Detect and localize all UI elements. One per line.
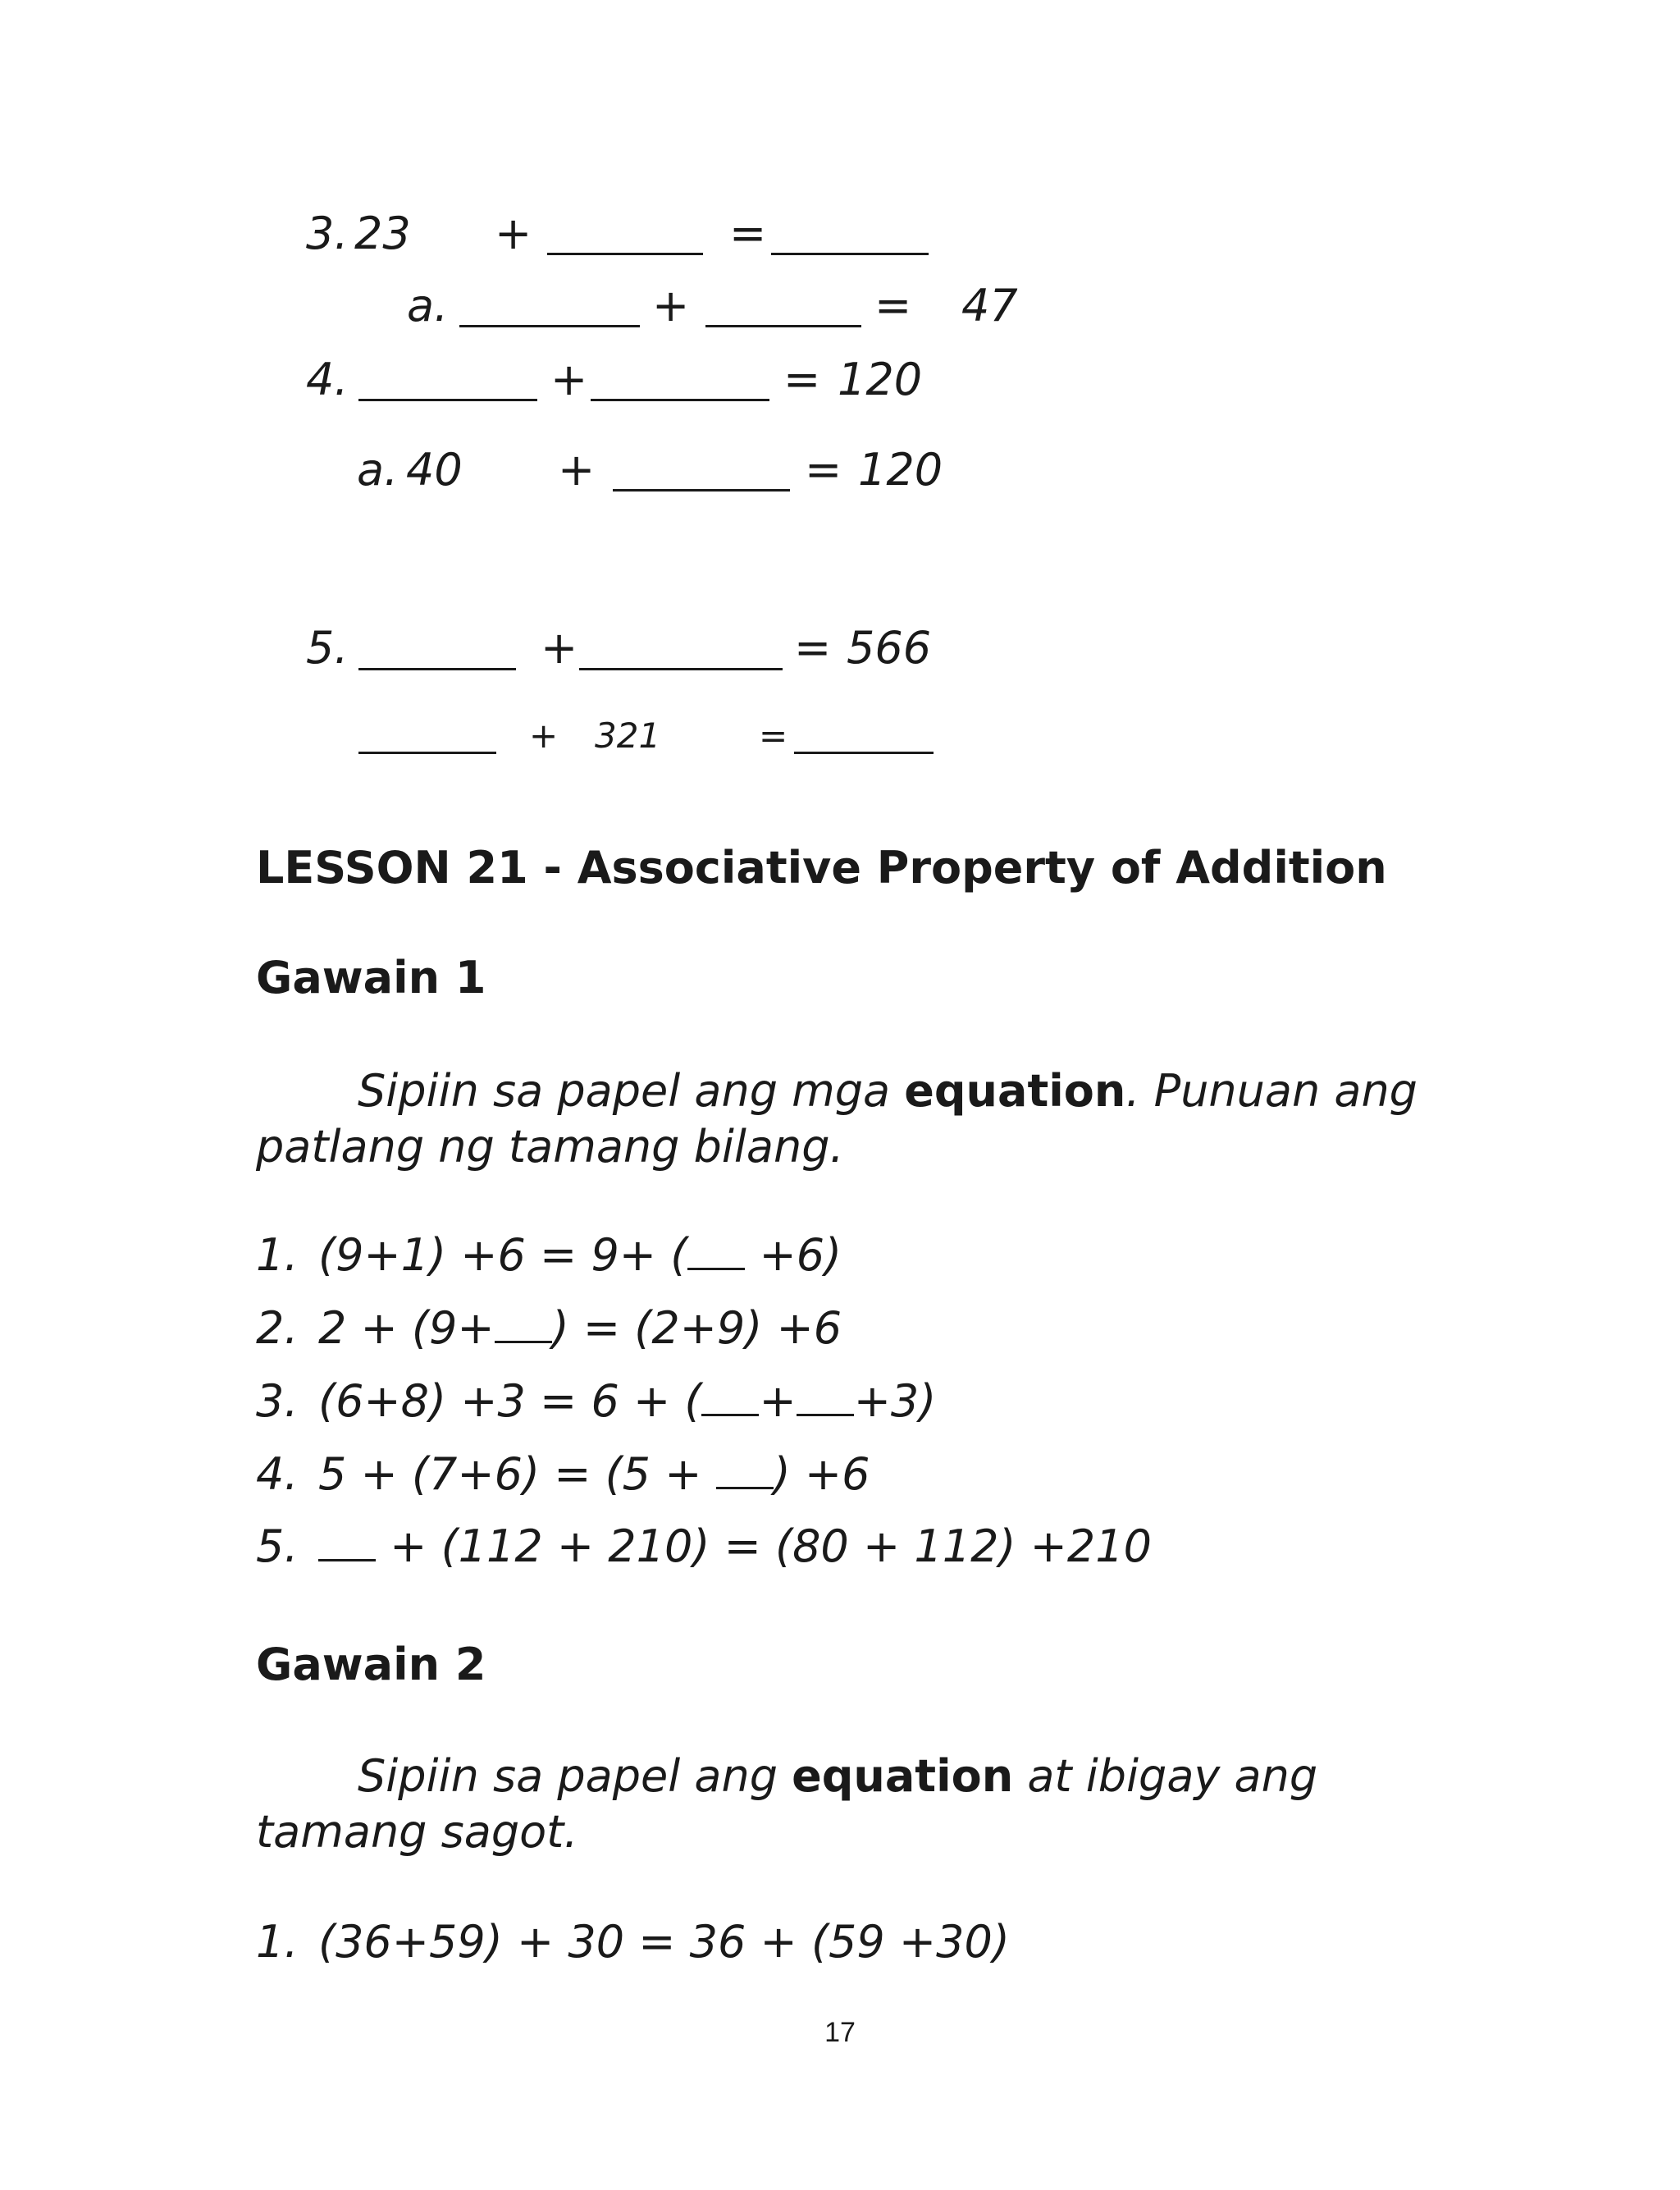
gawain-1-instr-text-2: . Punuan ang	[1125, 1065, 1418, 1117]
gawain-2-heading: Gawain 2	[256, 1639, 486, 1690]
problem-3-blank-addend[interactable]	[547, 253, 703, 255]
gawain-1-instr-line-2: patlang ng tamang bilang.	[256, 1121, 844, 1173]
problem-3-addend: 23	[354, 208, 411, 259]
gawain-2-instr-bold: equation	[792, 1750, 1014, 1802]
problem-3a-plus: +	[652, 280, 690, 331]
problem-5-equals: =	[794, 622, 832, 674]
list-number: 1.	[256, 1229, 299, 1281]
problem-4a-label: a.	[357, 444, 399, 496]
gawain-1-item-2	[256, 1302, 842, 1354]
gawain-1-item-4	[256, 1448, 870, 1500]
item-text-pre: (6+8) +3 = 6 + (	[318, 1375, 702, 1427]
list-number: 5.	[256, 1520, 299, 1572]
gawain-2-instr-text-2: at ibigay ang	[1013, 1750, 1318, 1802]
gawain-1-heading: Gawain 1	[256, 952, 486, 1004]
lesson-title: LESSON 21 - Associative Property of Addition	[256, 842, 1387, 894]
answer-blank[interactable]	[318, 1526, 376, 1561]
item-text: (36+59) + 30 = 36 + (59 +30)	[318, 1916, 1010, 1968]
problem-5-blank-1[interactable]	[358, 668, 516, 670]
problem-4a-plus: +	[558, 444, 596, 496]
problem-4-blank-2[interactable]	[591, 399, 769, 401]
problem-3-plus: +	[495, 208, 532, 259]
gawain-1-item-1	[256, 1229, 842, 1281]
item-text-pre: 2 + (9+	[318, 1302, 495, 1354]
gawain-2-instr-text-1: Sipiin sa papel ang	[358, 1750, 792, 1802]
problem-3-number: 3.	[306, 208, 349, 259]
problem-4-blank-1[interactable]	[358, 399, 537, 401]
item-text-pre: (9+1) +6 = 9+ (	[318, 1229, 688, 1281]
problem-4a-blank[interactable]	[613, 489, 790, 491]
item-text-post: ) = (2+9) +6	[551, 1302, 842, 1354]
page-number: 17	[824, 2017, 856, 2048]
list-number: 1.	[256, 1916, 299, 1968]
problem-4-number: 4.	[306, 354, 349, 405]
problem-3-equals: =	[729, 208, 767, 259]
problem-5b-blank-sum[interactable]	[794, 752, 934, 754]
problem-4-plus: +	[550, 354, 588, 405]
answer-blank[interactable]	[716, 1454, 774, 1489]
list-number: 2.	[256, 1302, 299, 1354]
problem-3a-blank-2[interactable]	[705, 325, 861, 327]
problem-5-number: 5.	[306, 622, 349, 674]
answer-blank[interactable]	[687, 1235, 745, 1270]
answer-blank[interactable]	[495, 1308, 552, 1343]
item-text-post: ) +6	[773, 1448, 870, 1500]
gawain-1-item-3	[256, 1375, 937, 1427]
problem-3a-label: a.	[407, 280, 449, 331]
gawain-2-instr-line-2: tamang sagot.	[256, 1806, 578, 1858]
item-text-post: +6)	[745, 1229, 842, 1281]
problem-5-plus: +	[541, 622, 578, 674]
list-number: 4.	[256, 1448, 299, 1500]
problem-4-equals: =	[783, 354, 821, 405]
problem-5-sum: 566	[847, 622, 932, 674]
problem-4a-addend: 40	[406, 444, 463, 496]
gawain-1-instr-text-1: Sipiin sa papel ang mga	[358, 1065, 905, 1117]
problem-4a-equals: =	[805, 444, 842, 496]
problem-5-blank-2[interactable]	[579, 668, 783, 670]
problem-3a-equals: =	[874, 280, 912, 331]
problem-3a-sum: 47	[961, 280, 1018, 331]
problem-5b-blank-1[interactable]	[358, 752, 496, 754]
gawain-2-instructions	[256, 1749, 1317, 1860]
item-text-pre: 5 + (7+6) = (5 +	[318, 1448, 716, 1500]
problem-4a-sum: 120	[858, 444, 943, 496]
problem-3a-blank-1[interactable]	[459, 325, 640, 327]
list-number: 3.	[256, 1375, 299, 1427]
answer-blank[interactable]	[797, 1381, 854, 1416]
problem-4-sum: 120	[838, 354, 923, 405]
problem-3-blank-sum[interactable]	[771, 253, 929, 255]
answer-blank[interactable]	[701, 1381, 759, 1416]
item-text-mid: +	[759, 1375, 797, 1427]
problem-5b-equals: =	[759, 716, 788, 756]
gawain-2-item-1	[256, 1916, 1010, 1968]
problem-5b-addend: 321	[595, 716, 661, 756]
problem-5b-plus: +	[529, 716, 559, 756]
item-text-post: +3)	[853, 1375, 937, 1427]
gawain-1-instructions	[256, 1063, 1418, 1175]
item-text-post: + (112 + 210) = (80 + 112) +210	[376, 1520, 1152, 1572]
gawain-1-instr-bold: equation	[904, 1065, 1126, 1117]
gawain-1-item-5	[256, 1520, 1152, 1572]
